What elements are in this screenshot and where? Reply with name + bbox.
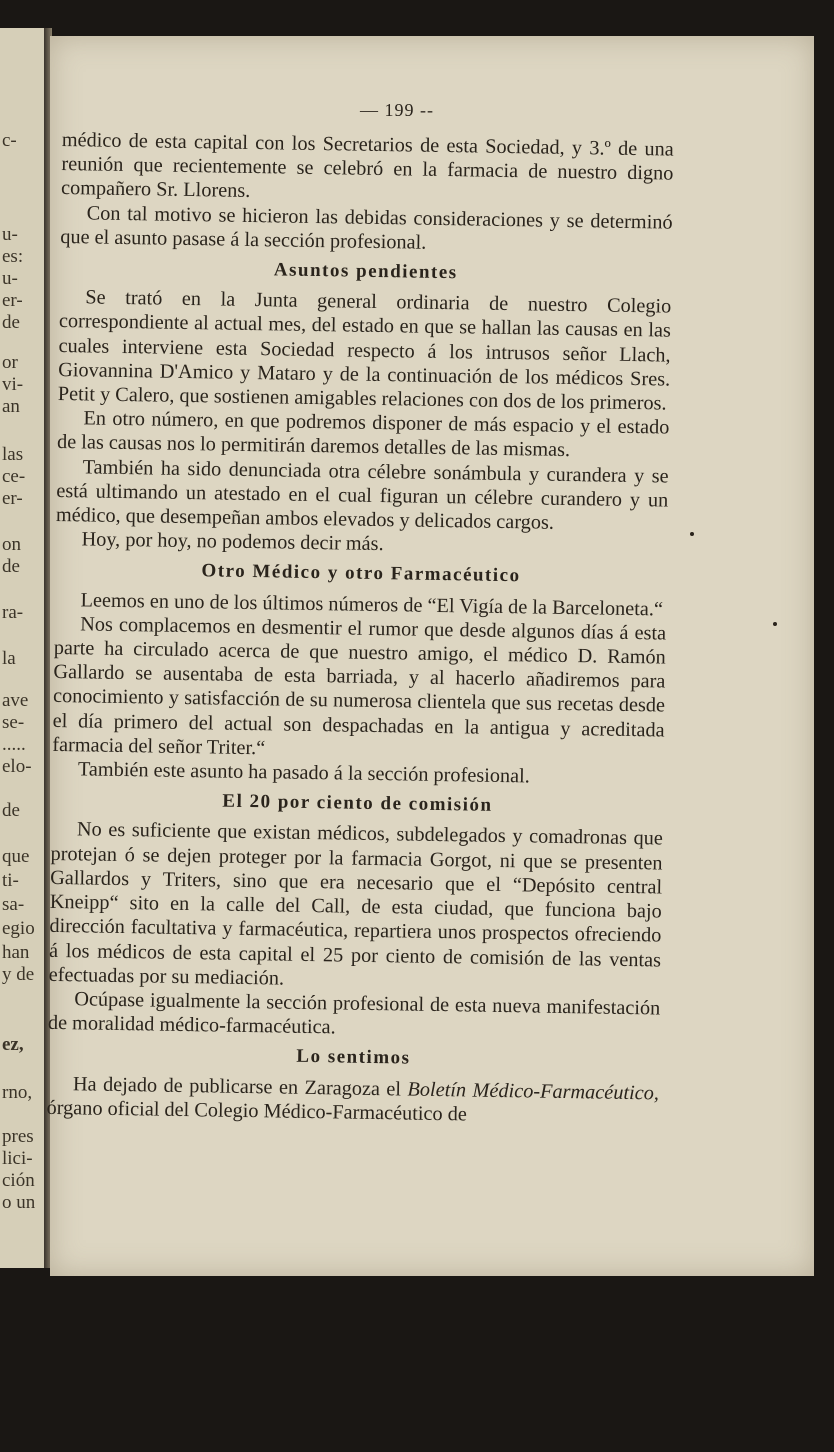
section-heading: Otro Médico y otro Farmacéutico — [201, 560, 521, 587]
intro-paragraph: Con tal motivo se hicieron las debidas consideraciones y se determinó que el asunto pasase á la sección profesional. — [60, 202, 673, 254]
facing-page-fragment: han — [2, 942, 30, 963]
paragraph-text: órgano oficial del Colegio Médico-Farmacéutico de — [46, 1096, 468, 1126]
intro-paragraph: médico de esta capital con los Secretarios de esta Sociedad, y 3.º de una reunión que recientemente se celebró en la farmacia de nuestro digno compañero Sr. Llorens. — [60, 128, 674, 203]
body-paragraph: En otro número, en que podremos disponer de más espacio y el estado de las causas nos lo permitirán daremos detalles de las mismas. — [56, 407, 670, 462]
facing-page-fragment: elo- — [2, 756, 32, 777]
facing-page-fragment: de — [2, 312, 20, 333]
facing-page-fragment: las — [2, 444, 24, 465]
facing-page-fragment: ti- — [2, 870, 19, 891]
body-paragraph: Leemos en uno de los últimos números de “El Vigía de la Barceloneta.“ — [80, 589, 664, 621]
facing-page-fragment: la — [2, 648, 16, 669]
section-heading: Lo sentimos — [296, 1046, 411, 1069]
facing-page-fragment: se- — [2, 712, 25, 733]
body-paragraph: También ha sido denunciada otra célebre sonámbula y curandera y se está ultimando un atestado en el cual figuran un célebre curandero y un médico, que desempeñan ambos elevados y delicados cargos. — [55, 456, 669, 534]
section-heading: El 20 por ciento de comisión — [222, 790, 493, 817]
facing-page-fragment: de — [2, 800, 20, 821]
body-paragraph — [46, 1071, 659, 1129]
facing-page-fragment: y de — [2, 964, 35, 985]
facing-page-fragment: pres — [2, 1126, 34, 1147]
facing-page-fragment: u- — [2, 268, 18, 289]
facing-page-fragment: sa- — [2, 894, 25, 915]
body-paragraph: También este asunto ha pasado á la sección profesional. — [77, 758, 530, 788]
facing-page-fragment: ce- — [2, 466, 26, 487]
page-number: — 199 -- — [360, 100, 434, 120]
facing-page-fragment: lici- — [2, 1148, 33, 1169]
facing-page-fragment: rno, — [2, 1082, 33, 1103]
body-paragraph: No es suficiente que existan médicos, subdelegados y comadronas que protejan ó se dejen proteger por la farmacia Gorgot, ni que se presenten Gallardos y Triters, sino que era necesario que el “Depósito central Kneipp“ sito en la calle del Call, de esta ciudad, que funciona bajo dirección facultativa y farmacéutica, repartiera unos prospectos ofreciendo á los médicos de esta capital el 25 por ciento de comisión de las ventas efectuadas por su mediación. — [48, 818, 664, 990]
facing-page-fragment: que — [2, 846, 30, 867]
publication-title: Boletín Médico-Farmacéutico, — [407, 1078, 660, 1105]
facing-page-fragment: o un — [2, 1192, 36, 1213]
facing-page-fragment: er- — [2, 290, 23, 311]
facing-page-fragment: er- — [2, 488, 23, 509]
section-heading: Asuntos pendientes — [273, 259, 458, 284]
facing-page-fragment: ción — [2, 1170, 35, 1191]
facing-page-fragment: or — [2, 352, 18, 373]
facing-page-fragment: on — [2, 534, 21, 555]
body-paragraph: Ocúpase igualmente la sección profesional de esta nueva manifestación de moralidad médico-farmacéutica. — [47, 988, 661, 1039]
paragraph-text: Ha dejado de publicarse en Zaragoza el — [72, 1072, 402, 1100]
facing-page-fragment: c- — [2, 130, 17, 151]
facing-page-fragment: ..... — [2, 734, 26, 755]
facing-page-fragment: ave — [2, 690, 29, 711]
facing-page-fragment: es: — [2, 246, 24, 267]
facing-page-fragment: u- — [2, 224, 18, 245]
body-paragraph: Nos complacemos en desmentir el rumor que desde algunos días á esta parte ha circulado acerca de que nuestro amigo, el médico D. Ramón Gallardo se ausentaba de esta barriada, y al hacerlo añadiremos para conocimiento y satisfacción de su numerosa clientela que sus recetas desde el día primero del actual son despachadas en la antigua y acreditada farmacia del señor Triter.“ — [52, 613, 667, 760]
body-paragraph: Se trató en la Junta general ordinaria de nuestro Colegio correspondiente al actual mes, del estado en que se hallan las causas en las cuales interviene esta Sociedad respecto á los intrusos señor Llach, Giovannina D'Amico y Mataro y de la continuación de los médicos Sres. Petit y Calero, que sostienen amigables relaciones con dos de los primeros. — [57, 286, 672, 415]
facing-page-fragment: ra- — [2, 602, 24, 623]
body-paragraph: Hoy, por hoy, no podemos decir más. — [81, 528, 384, 556]
ink-speck — [773, 622, 777, 626]
facing-page-fragment: ez, — [2, 1034, 24, 1055]
facing-page-edge — [0, 28, 46, 1268]
ink-speck — [690, 532, 694, 536]
document-page — [46, 36, 814, 1276]
facing-page-fragment: de — [2, 556, 20, 577]
facing-page-fragment: vi- — [2, 374, 24, 395]
facing-page-fragment: an — [2, 396, 20, 417]
facing-page-fragment: egio — [2, 918, 35, 939]
page-body — [46, 128, 674, 1129]
